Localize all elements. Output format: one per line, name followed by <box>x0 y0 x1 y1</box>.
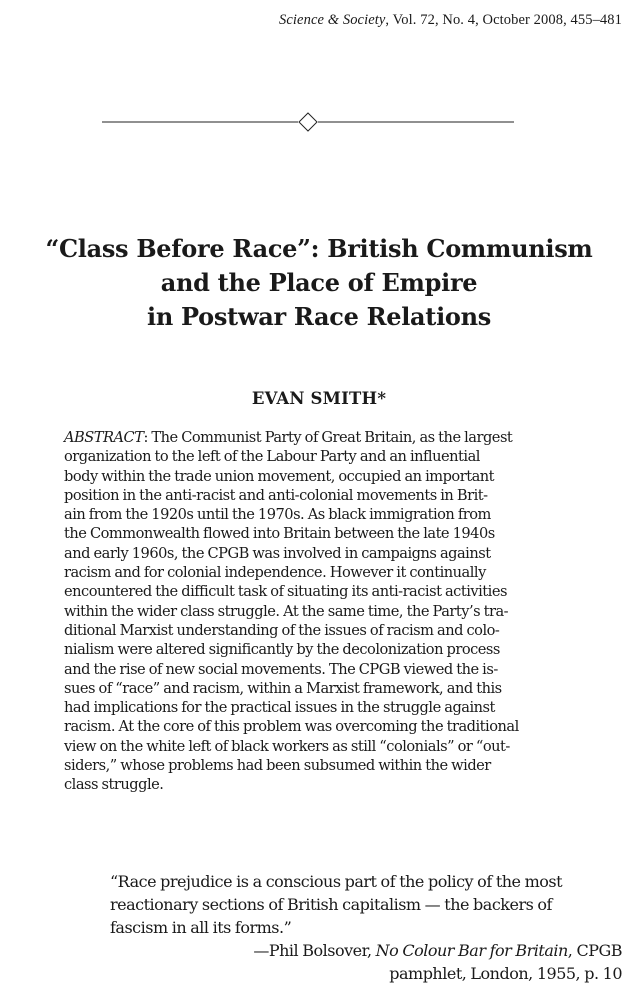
epigraph-attribution-line2: pamphlet, London, 1955, p. 10 <box>389 964 622 983</box>
abstract-line: racism. At the core of this problem was overcoming the traditional <box>64 718 519 736</box>
abstract <box>64 428 574 795</box>
title-line: “Class Before Race”: British Communism <box>45 234 593 263</box>
abstract-line: the Commonwealth flowed into Britain between the late 1940s <box>64 525 495 543</box>
abstract-line: racism and for colonial independence. However it continually <box>64 564 486 582</box>
abstract-line: view on the white left of black workers as still “colonials” or “out- <box>64 737 510 755</box>
journal-citation: , Vol. 72, No. 4, October 2008, 455–481 <box>385 12 622 28</box>
abstract-line <box>64 428 574 447</box>
abstract-line: nialism were altered significantly by the decolonization process <box>64 641 500 659</box>
epigraph-attribution <box>110 939 622 962</box>
abstract-line: ain from the 1920s until the 1970s. As black immigration from <box>64 506 491 524</box>
abstract-line: and early 1960s, the CPGB was involved in campaigns against <box>64 544 491 562</box>
author-name: EVAN SMITH* <box>251 389 387 408</box>
abstract-label: ABSTRACT <box>64 429 144 446</box>
attribution-prefix: —Phil Bolsover, <box>253 941 376 960</box>
epigraph-line: fascism in all its forms.” <box>110 918 292 937</box>
abstract-line: class struggle. <box>64 776 164 794</box>
epigraph <box>110 870 622 985</box>
journal-name: Science & Society <box>279 12 386 28</box>
abstract-line: body within the trade union movement, occupied an important <box>64 467 495 485</box>
title-line: and the Place of Empire <box>160 268 478 297</box>
abstract-text: : The Communist Party of Great Britain, as the largest <box>143 429 513 446</box>
attribution-book-title: No Colour Bar for Britain <box>375 941 568 960</box>
running-head <box>279 12 622 29</box>
article-title <box>0 232 638 334</box>
title-line: in Postwar Race Relations <box>147 302 491 331</box>
epigraph-line: reactionary sections of British capitalism — the backers of <box>110 895 552 914</box>
abstract-line: siders,” whose problems had been subsumed within the wider <box>64 757 491 775</box>
abstract-line: encountered the difficult task of situating its anti-racist activities <box>64 583 507 601</box>
abstract-line: ditional Marxist understanding of the issues of racism and colo- <box>64 621 500 639</box>
abstract-line: sues of “race” and racism, within a Marxist framework, and this <box>64 679 502 697</box>
epigraph-line: “Race prejudice is a conscious part of the policy of the most <box>110 872 563 891</box>
attribution-suffix: , CPGB <box>567 941 622 960</box>
abstract-line: and the rise of new social movements. The CPGB viewed the is- <box>64 660 498 678</box>
title-ornament-divider <box>102 112 514 132</box>
abstract-line: had implications for the practical issues in the struggle against <box>64 699 495 717</box>
abstract-line: position in the anti-racist and anti-colonial movements in Brit- <box>64 486 488 504</box>
abstract-line: within the wider class struggle. At the same time, the Party’s tra- <box>64 602 509 620</box>
abstract-line: organization to the left of the Labour Party and an influential <box>64 448 480 466</box>
